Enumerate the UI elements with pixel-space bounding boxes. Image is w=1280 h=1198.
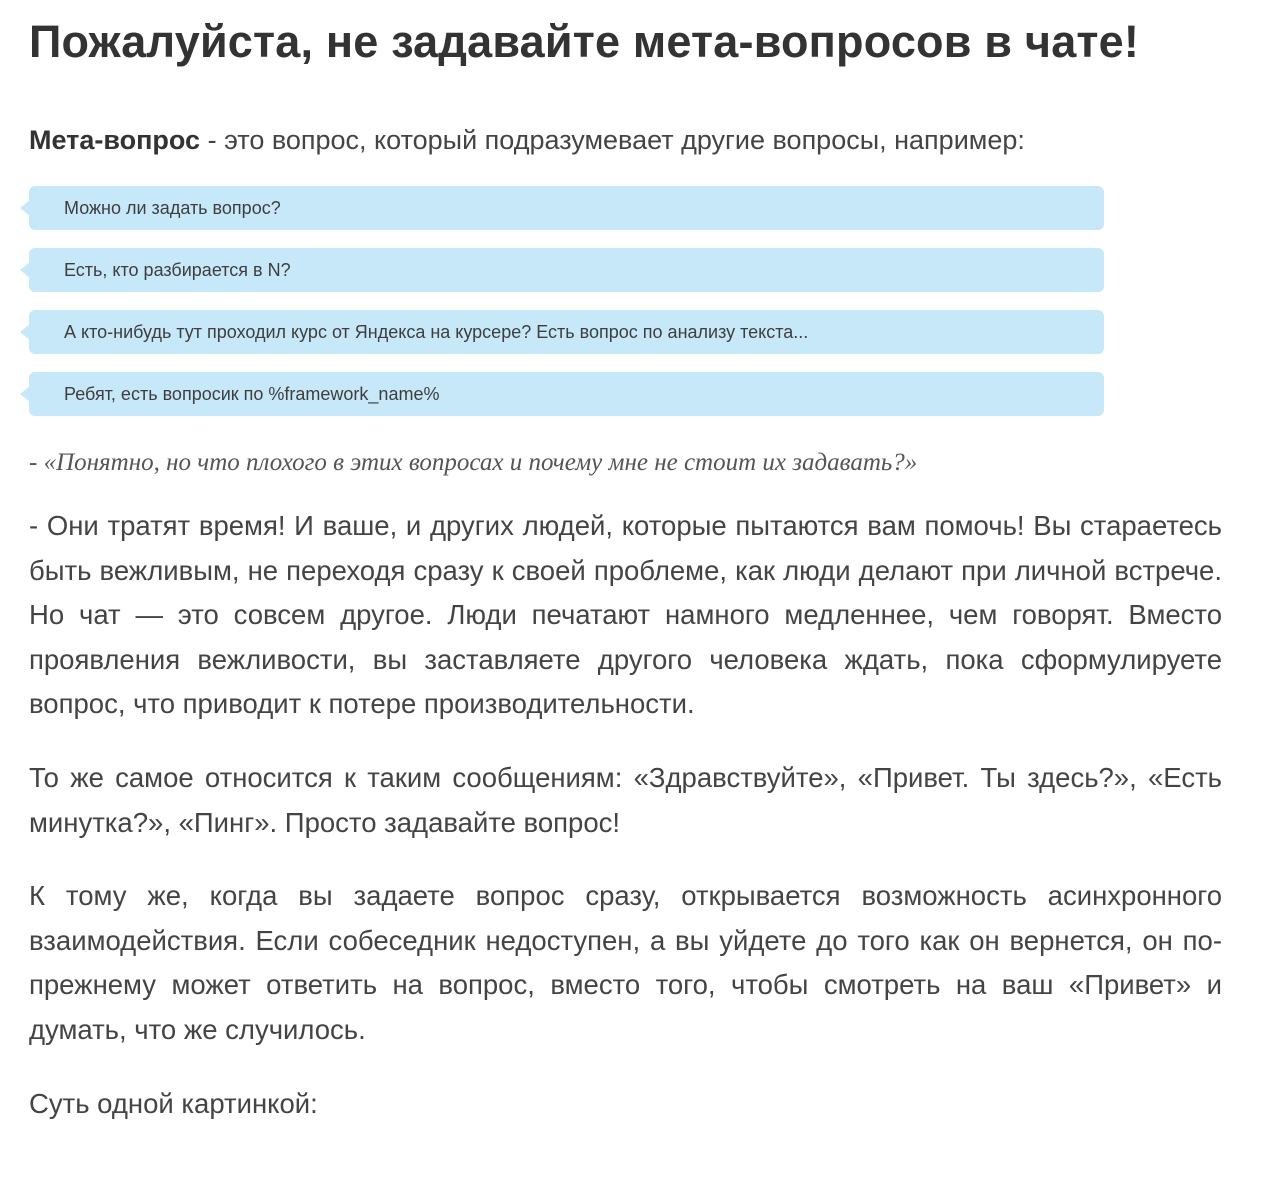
intro-paragraph (29, 122, 1222, 158)
example-message: Есть, кто разбирается в N? (29, 248, 1104, 292)
intro-definition: - это вопрос, который подразумевает другие вопросы, например: (200, 125, 1025, 155)
async-paragraph: К тому же, когда вы задаете вопрос сразу, открывается возможность асинхронного взаимодействия. Если собеседник недоступен, а вы уйдете до того как он вернется, он по-прежнему может ответить на вопрос, вместо того, чтобы смотреть на ваш «Привет» и думать, что же случилось. (29, 880, 1222, 1045)
example-message: Можно ли задать вопрос? (29, 186, 1104, 230)
example-message: А кто-нибудь тут проходил курс от Яндекса на курсере? Есть вопрос по анализу текста... (29, 310, 1104, 354)
summary-caption: Суть одной картинкой: (29, 1087, 318, 1119)
reader-question-quote: - «Понятно, но что плохого в этих вопросах и почему мне не стоит их задавать?» (29, 449, 918, 476)
greetings-paragraph: То же самое относится к таким сообщениям: «Здравствуйте», «Привет. Ты здесь?», «Есть минутка?», «Пинг». Просто задавайте вопрос! (29, 761, 1222, 838)
example-messages (29, 186, 1222, 416)
intro-term: Мета-вопрос (29, 125, 201, 155)
answer-paragraph: - Они тратят время! И ваше, и других людей, которые пытаются вам помочь! Вы стараетесь быть вежливым, не переходя сразу к своей проблеме, как люди делают при личной встрече. Но чат — это совсем другое. Люди печатают намного медленнее, чем говорят. Вместо проявления вежливости, вы заставляете другого человека ждать, пока сформулируете вопрос, что приводит к потере производительности. (29, 510, 1222, 720)
example-message: Ребят, есть вопросик по %framework_name% (29, 372, 1104, 416)
page-title: Пожалуйста, не задавайте мета-вопросов в чате! (29, 16, 1140, 67)
